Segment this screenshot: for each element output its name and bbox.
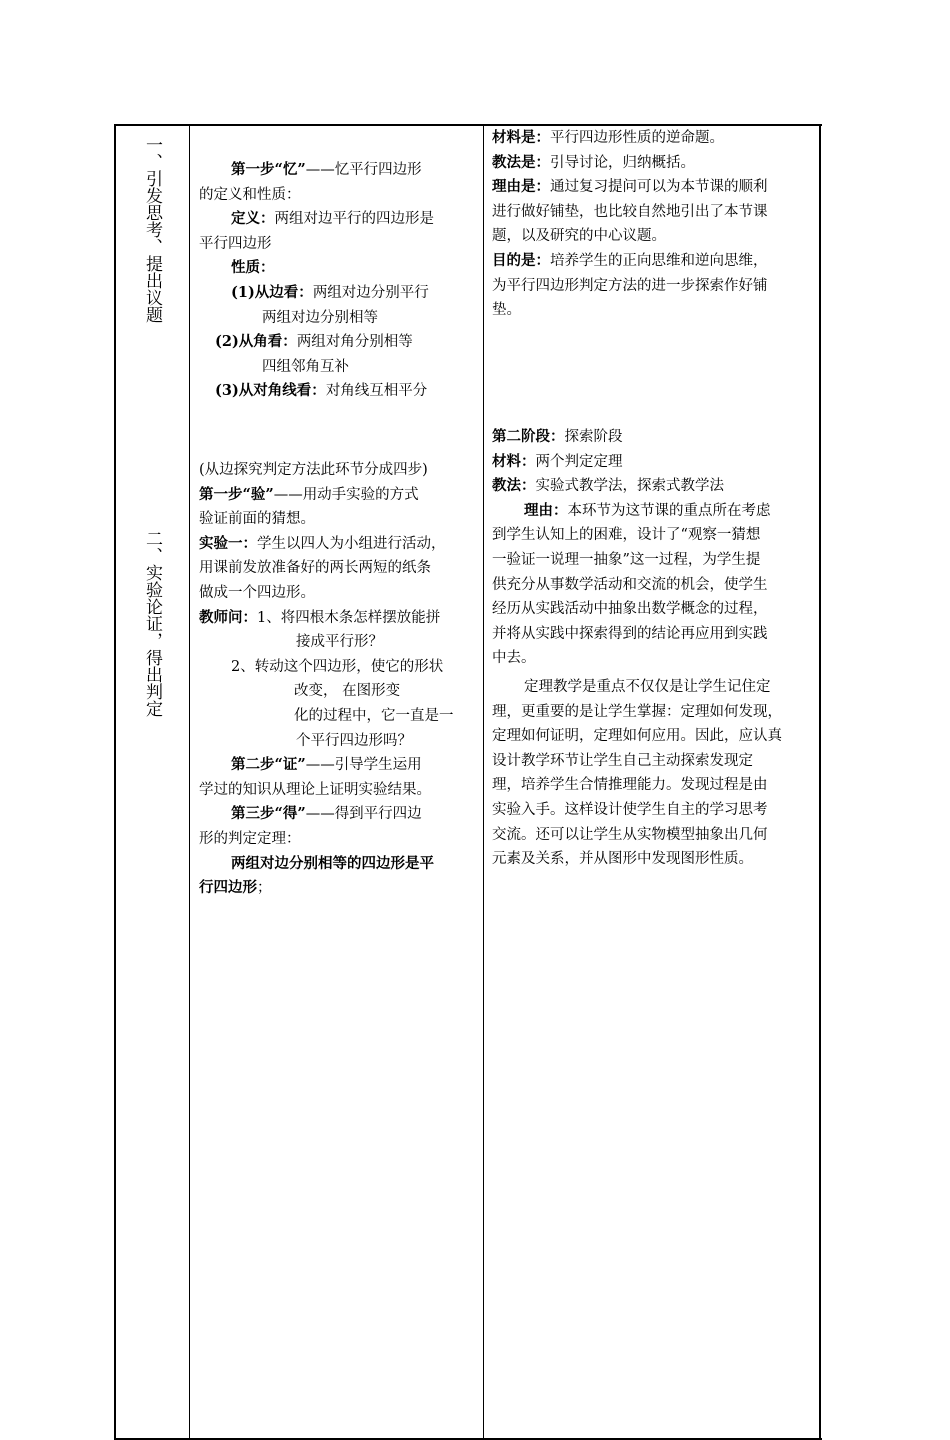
text-line: 学过的知识从理论上证明实验结果。 (199, 781, 431, 798)
theorem-line: 行四边形； (199, 879, 272, 897)
text-line: 交流。还可以让学生从实物模型抽象出几何 (492, 826, 768, 843)
goal-line: 目的是：培养学生的正向思维和逆向思维， (492, 251, 768, 269)
text-line: 元素及关系，并从图形中发现图形性质。 (492, 851, 753, 868)
text-line: 个平行四边形吗？ (296, 732, 412, 749)
rationale-section-2 (492, 425, 814, 872)
stage-title-2 (116, 530, 189, 740)
text-line: 化的过程中，它一直是一 (294, 707, 454, 724)
text-line: 接成平行形？ (296, 634, 383, 651)
property-item: 两组对边分别相等 (262, 309, 378, 326)
text-line: 中去。 (492, 650, 536, 667)
step-line: 第二步“证”——引导学生运用 (231, 756, 422, 774)
text-line: 的定义和性质： (199, 186, 301, 203)
property-item: (1)从边看：两组对边分别平行 (231, 283, 429, 301)
text-line: 设计教学环节让学生自己主动探索发现定 (492, 752, 753, 769)
property-item: (2)从角看：两组对角分别相等 (215, 333, 413, 351)
question-line: 2、转动这个四边形，使它的形状 (231, 658, 444, 675)
property-heading: 性质： (231, 259, 275, 277)
text-line: 定理教学是重点不仅仅是让学生记住定 (524, 678, 771, 695)
stage-label: 二、实验论证，得出判定 (142, 530, 162, 717)
text-line: 供充分从事数学活动和交流的机会，使学生 (492, 576, 768, 593)
method-line: 教法：实验式教学法，探索式教学法 (492, 477, 724, 495)
text-line: 一验证一说理一抽象”这一过程，为学生提 (492, 551, 761, 568)
intro-line: (从边探究判定方法此环节分成四步) (199, 462, 428, 478)
text-line: 并将从实践中探索得到的结论再应用到实践 (492, 625, 768, 642)
text-line: 形的判定定理： (199, 830, 301, 847)
experiment-section (199, 458, 479, 901)
property-item: (3)从对角线看：对角线互相平分 (215, 382, 428, 400)
text-line: 为平行四边形判定方法的进一步探索作好铺 (492, 277, 768, 294)
text-line: 理，培养学生合情推理能力。发现过程是由 (492, 777, 768, 794)
material-line: 材料：两个判定定理 (492, 452, 623, 470)
text-line: 做成一个四边形。 (199, 584, 315, 601)
text-line: 验证前面的猜想。 (199, 511, 315, 528)
text-line: 实验入手。这样设计使学生自主的学习思考 (492, 801, 768, 818)
property-item: 四组邻角互补 (262, 358, 349, 375)
review-section (199, 158, 479, 404)
step-line: 第三步“得”——得到平行四边 (231, 805, 422, 823)
text-line: 题，以及研究的中心议题。 (492, 228, 666, 245)
text-line: 平行四边形 (199, 235, 272, 252)
text-line: 理，更重要的是让学生掌握：定理如何发现， (492, 703, 782, 720)
text-line: 经历从实践活动中抽象出数学概念的过程， (492, 601, 768, 618)
table-column-divider (483, 124, 484, 1440)
method-line: 教法是：引导讨论，归纳概括。 (492, 153, 695, 171)
stage-line: 第二阶段：探索阶段 (492, 428, 623, 445)
reason-line: 理由：本环节为这节课的重点所在考虑 (524, 501, 771, 519)
text-line: 用课前发放准备好的两长两短的纸条 (199, 560, 431, 577)
question-line: 教师问：1、将四根木条怎样摆放能拼 (199, 608, 441, 626)
text-line: 改变， 在图形变 (294, 683, 401, 700)
table-column-divider (189, 124, 190, 1440)
definition-line: 定义：两组对边平行的四边形是 (231, 210, 434, 228)
text-line: 定理如何证明，定理如何应用。因此，应认真 (492, 728, 782, 745)
experiment-line: 实验一：学生以四人为小组进行活动， (199, 534, 446, 552)
text-line: 进行做好铺垫，也比较自然地引出了本节课 (492, 203, 768, 220)
step-line: 第一步“验”——用动手实验的方式 (199, 485, 419, 503)
stage-title-1 (116, 136, 189, 346)
rationale-section-1 (492, 126, 814, 323)
reason-line: 理由是：通过复习提问可以为本节课的顺利 (492, 178, 768, 196)
theorem-line: 两组对边分别相等的四边形是平 (231, 854, 434, 872)
text-line: 垫。 (492, 302, 521, 319)
text-line: 到学生认知上的困难，设计了“观察一猜想 (492, 527, 761, 544)
table-border-right (819, 124, 821, 1440)
stage-label: 一、引发思考、提出议题 (142, 136, 162, 323)
step-line: 第一步“忆”——忆平行四边形 (231, 161, 422, 178)
material-line: 材料是：平行四边形性质的逆命题。 (492, 129, 724, 146)
